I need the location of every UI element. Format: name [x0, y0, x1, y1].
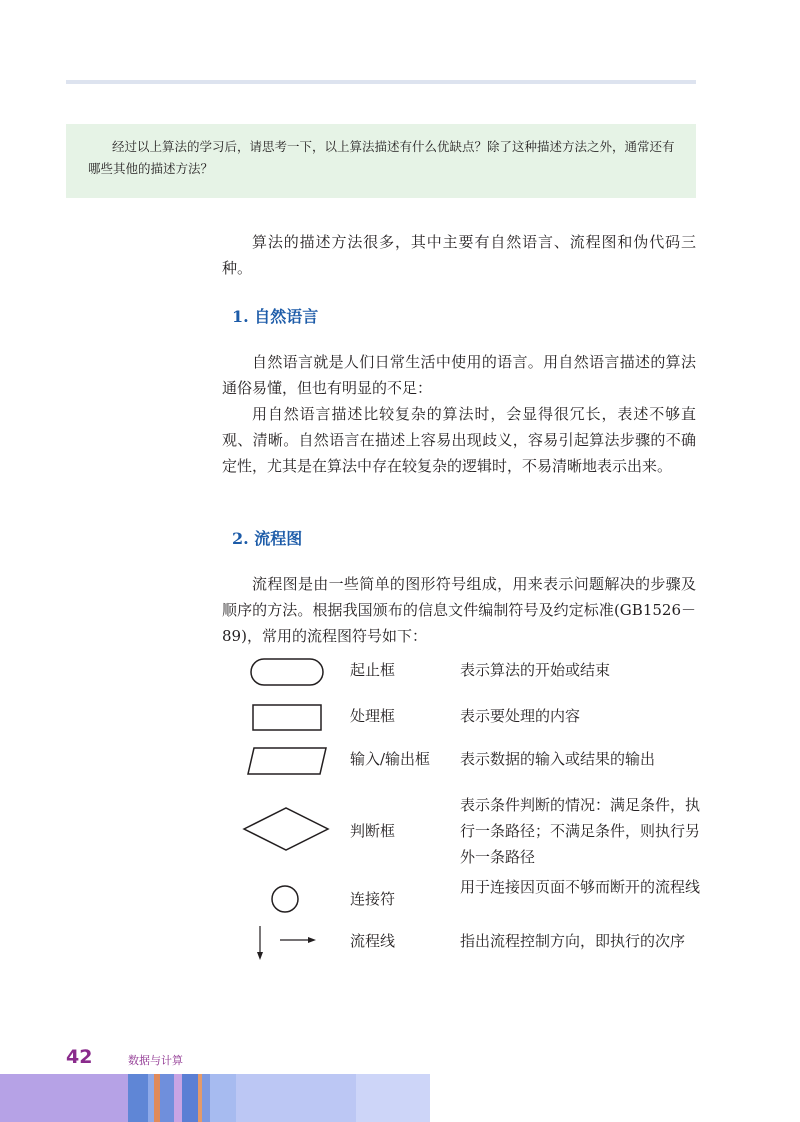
connector-shape-icon — [240, 882, 330, 916]
symbol-desc: 表示要处理的内容 — [460, 707, 581, 725]
symbol-desc: 用于连接因页面不够而断开的流程线 — [460, 878, 701, 896]
think-box — [66, 124, 696, 198]
flowline-arrows-icon — [248, 924, 338, 964]
intro-paragraph — [222, 229, 696, 281]
terminal-shape-icon — [240, 657, 330, 687]
io-shape-icon — [240, 746, 330, 776]
section-heading-natural-language: 1. 自然语言 — [232, 307, 319, 326]
symbol-name: 判断框 — [350, 822, 396, 840]
section-heading-flowchart: 2. 流程图 — [232, 529, 303, 548]
symbol-row-terminal — [240, 657, 700, 687]
think-box-text: 经过以上算法的学习后，请思考一下，以上算法描述有什么优缺点？除了这种描述方法之外，通常还有哪些其他的描述方法？ — [88, 139, 675, 176]
decision-shape-icon — [240, 806, 332, 852]
process-shape-icon — [240, 703, 330, 733]
symbol-row-process — [240, 703, 700, 733]
natural-language-para-2: 用自然语言描述比较复杂的算法时，会显得很冗长，表述不够直观、清晰。自然语言在描述上容易出现歧义，容易引起算法步骤的不确定性，尤其是在算法中存在较复杂的逻辑时，不易清晰地表示出来。 — [222, 405, 696, 475]
symbol-name: 处理框 — [350, 707, 396, 725]
natural-language-body — [222, 349, 696, 479]
symbol-desc: 表示条件判断的情况：满足条件，执行一条路径；不满足条件，则执行另外一条路径 — [460, 796, 701, 866]
flowchart-body — [222, 571, 696, 649]
symbol-name: 流程线 — [350, 932, 396, 950]
symbol-name: 起止框 — [350, 661, 396, 679]
page-number: 42 — [66, 1046, 93, 1068]
natural-language-para-1: 自然语言就是人们日常生活中使用的语言。用自然语言描述的算法通俗易懂，但也有明显的不足： — [222, 353, 696, 397]
symbol-name: 输入/输出框 — [350, 750, 431, 768]
flowchart-para-1: 流程图是由一些简单的图形符号组成，用来表示问题解决的步骤及顺序的方法。根据我国颁布的信息文件编制符号及约定标准(GB1526－89)，常用的流程图符号如下： — [222, 575, 696, 645]
symbol-row-decision — [240, 792, 700, 870]
symbol-desc: 表示数据的输入或结果的输出 — [460, 750, 656, 768]
symbol-name: 连接符 — [350, 890, 396, 908]
symbol-desc: 表示算法的开始或结束 — [460, 661, 611, 679]
symbol-row-io — [240, 746, 700, 776]
symbol-row-flowline — [240, 928, 700, 964]
symbol-row-connector — [240, 874, 700, 926]
footer-decoration — [0, 1074, 800, 1122]
book-title: 数据与计算 — [128, 1054, 183, 1067]
intro-text: 算法的描述方法很多，其中主要有自然语言、流程图和伪代码三种。 — [222, 233, 696, 277]
top-divider — [66, 80, 696, 84]
symbol-desc: 指出流程控制方向，即执行的次序 — [460, 932, 686, 950]
